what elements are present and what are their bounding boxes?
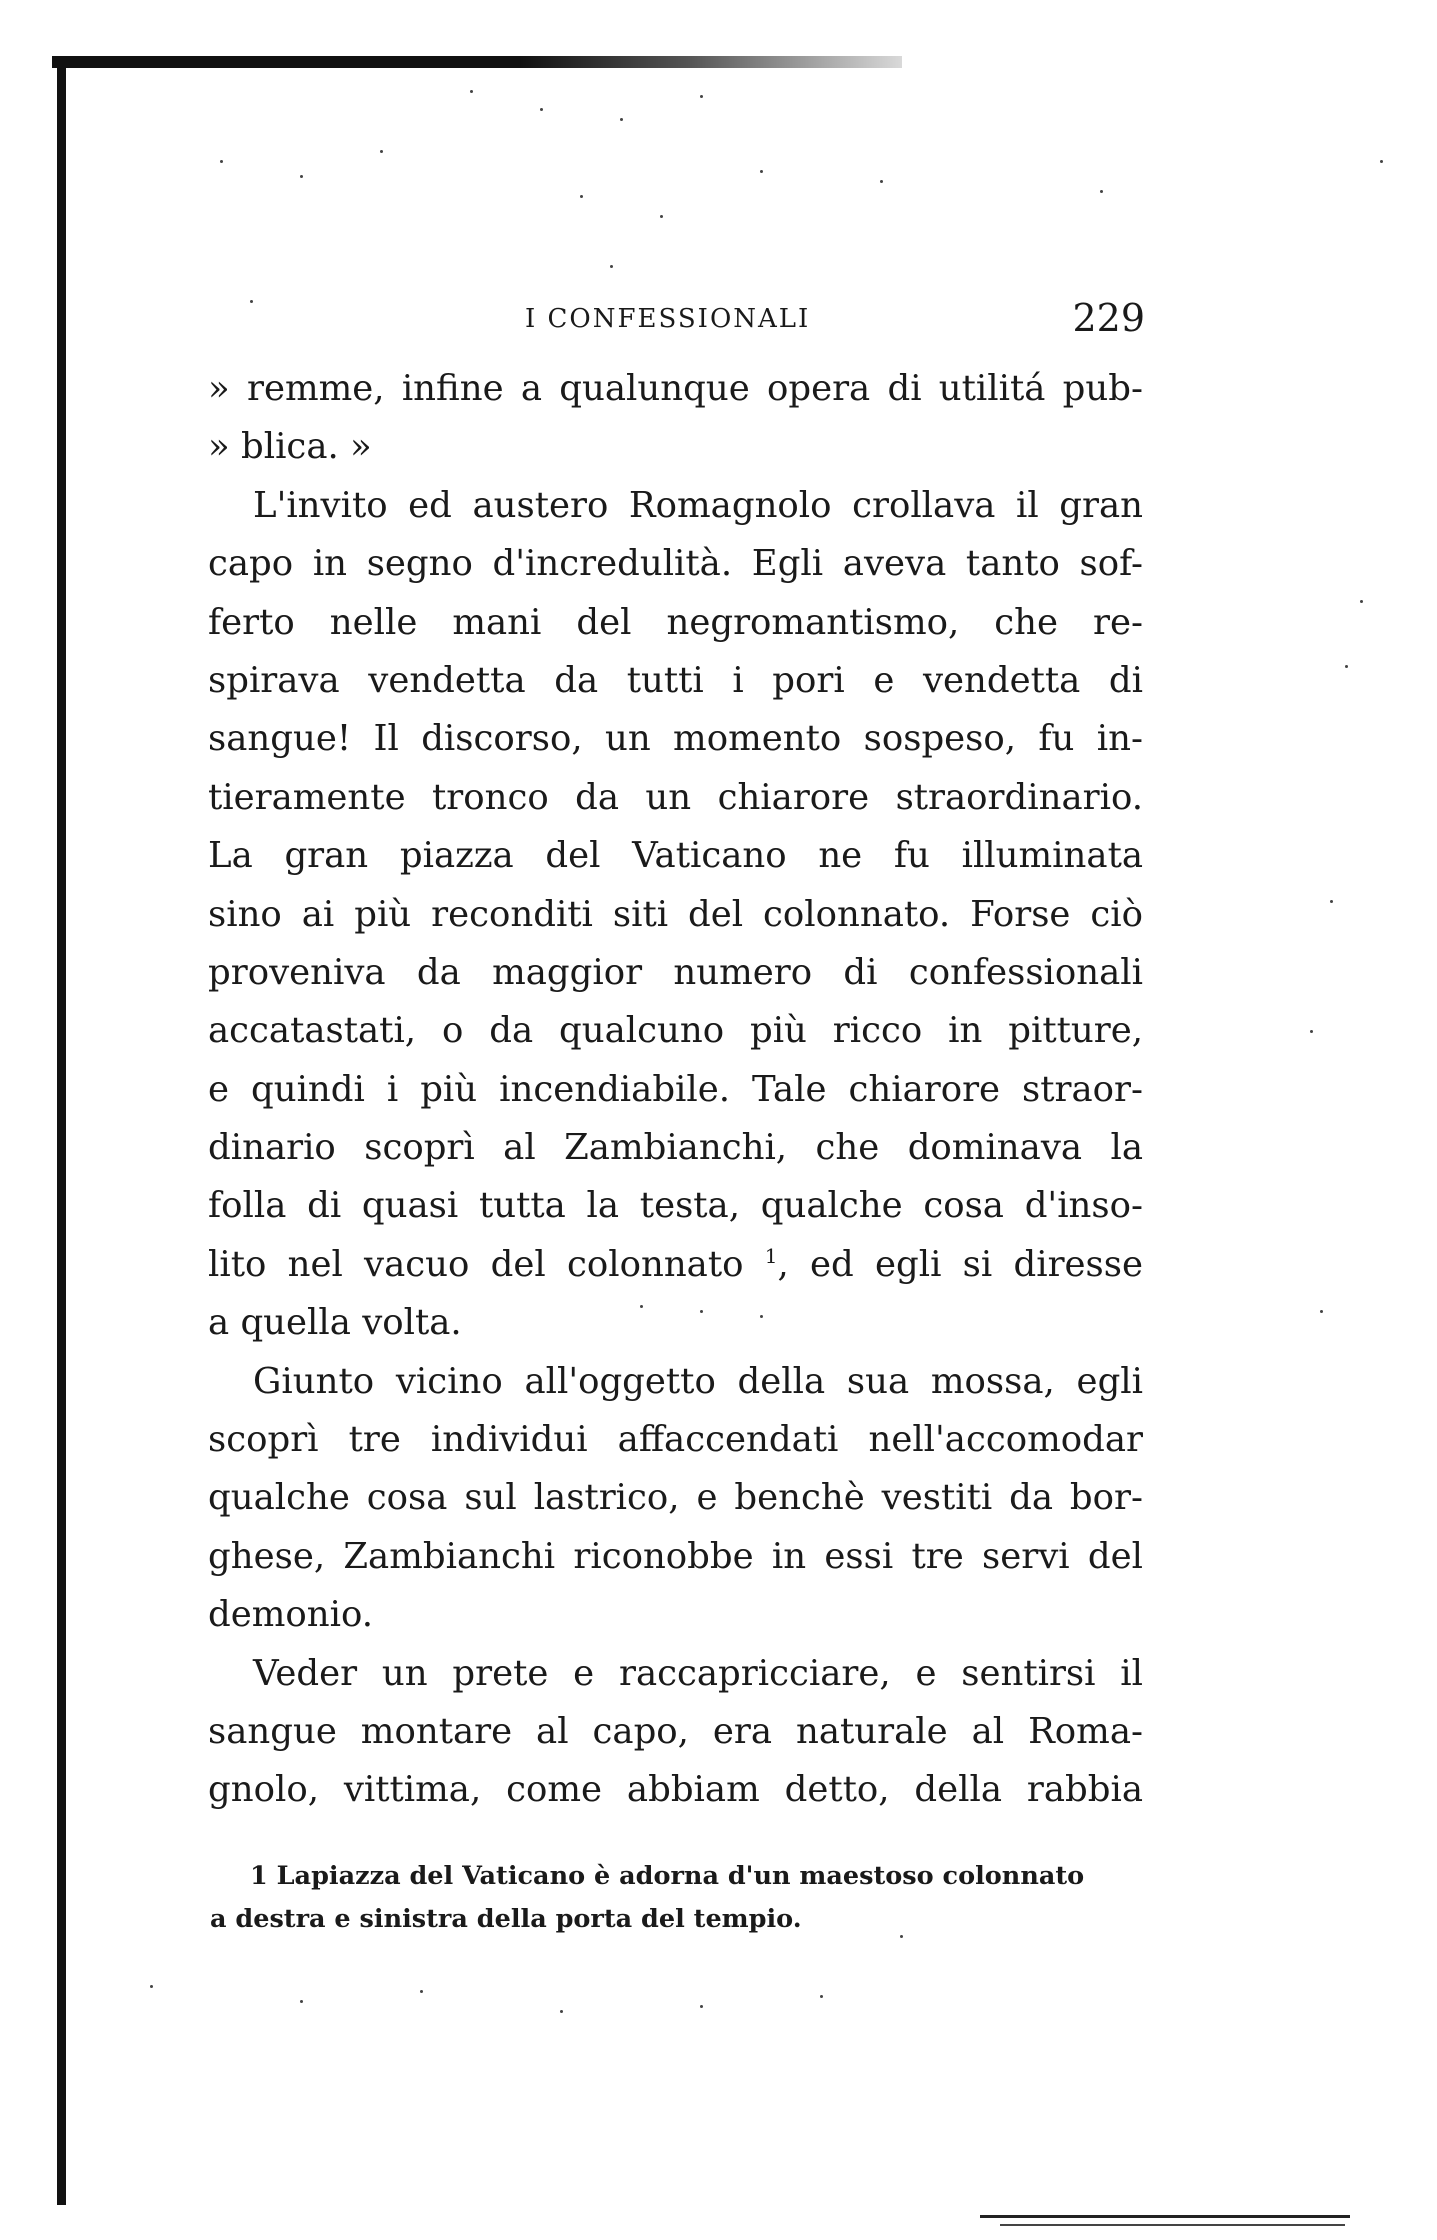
text-fragment: , ed egli si diresse — [777, 1243, 1143, 1285]
scan-speck — [1320, 1310, 1323, 1313]
bottom-frame-rule-secondary — [1000, 2224, 1345, 2226]
text-line: a quella volta. — [208, 1302, 462, 1344]
scan-speck — [1310, 1030, 1313, 1033]
scan-speck — [1380, 160, 1383, 163]
scan-speck — [1100, 190, 1103, 193]
scan-speck — [700, 95, 703, 98]
text-line: spirava vendetta da tutti i pori e vendetta di — [208, 659, 1143, 701]
text-line: Giunto vicino all'oggetto della sua mossa, egli — [253, 1360, 1143, 1402]
text-line: Veder un prete e raccapricciare, e sentirsi il — [253, 1652, 1143, 1694]
text-line: capo in segno d'incredulità. Egli aveva tanto sof- — [208, 543, 1143, 585]
scan-speck — [660, 215, 663, 218]
text-line: ferto nelle mani del negromantismo, che re- — [208, 601, 1143, 643]
scan-speck — [820, 1995, 823, 1998]
scan-speck — [560, 2010, 563, 2013]
page-number: 229 — [1072, 296, 1145, 340]
text-line: scoprì tre individui affaccendati nell'accomodar — [208, 1419, 1143, 1461]
text-line: folla di quasi tutta la testa, qualche cosa d'inso- — [208, 1185, 1143, 1227]
text-line: qualche cosa sul lastrico, e benchè vestiti da bor- — [208, 1477, 1143, 1519]
scan-speck — [220, 160, 223, 163]
text-line: » blica. » — [208, 426, 372, 468]
scan-speck — [760, 170, 763, 173]
scan-speck — [150, 1985, 153, 1988]
scan-speck — [610, 265, 613, 268]
left-frame-rule — [57, 60, 66, 2205]
text-fragment: lito nel vacuo del colonnato — [208, 1243, 744, 1285]
scan-speck — [1360, 600, 1363, 603]
scan-speck — [300, 2000, 303, 2003]
text-line: gnolo, vittima, come abbiam detto, della rabbia — [208, 1769, 1143, 1811]
text-line: e quindi i più incendiabile. Tale chiarore straor- — [208, 1068, 1143, 1110]
text-line: L'invito ed austero Romagnolo crollava il gran — [253, 484, 1143, 526]
scan-speck — [620, 118, 623, 121]
scan-speck — [1330, 900, 1333, 903]
text-line: sangue montare al capo, era naturale al Roma- — [208, 1710, 1143, 1752]
footnote-line: 1 Lapiazza del Vaticano è adorna d'un maestoso colonnato — [250, 1861, 1085, 1891]
scan-speck — [470, 90, 473, 93]
scan-speck — [1345, 665, 1348, 668]
text-line: proveniva da maggior numero di confessionali — [208, 951, 1143, 993]
running-title: I CONFESSIONALI — [525, 304, 811, 334]
scan-speck — [420, 1990, 423, 1993]
page-header — [205, 296, 1145, 346]
body-text — [208, 360, 1143, 1820]
footnote-reference: 1 — [764, 1244, 778, 1269]
scan-speck — [540, 108, 543, 111]
text-line-with-footnote — [208, 1236, 1143, 1294]
bottom-frame-rule — [980, 2215, 1350, 2218]
scan-speck — [700, 2005, 703, 2008]
scan-speck — [580, 195, 583, 198]
text-line: sangue! Il discorso, un momento sospeso, fu in- — [208, 718, 1143, 760]
text-line: ghese, Zambianchi riconobbe in essi tre servi del — [208, 1535, 1143, 1577]
text-line: sino ai più reconditi siti del colonnato. Forse ciò — [208, 893, 1143, 935]
top-frame-rule — [52, 56, 902, 68]
text-line: dinario scoprì al Zambianchi, che dominava la — [208, 1127, 1143, 1169]
text-line: accatastati, o da qualcuno più ricco in pitture, — [208, 1010, 1143, 1052]
scan-speck — [300, 175, 303, 178]
scan-speck — [380, 150, 383, 153]
footnote-line: a destra e sinistra della porta del tempio. — [210, 1904, 802, 1934]
text-line: La gran piazza del Vaticano ne fu illuminata — [208, 835, 1143, 877]
footnotes — [210, 1855, 1145, 1941]
scan-speck — [880, 180, 883, 183]
text-line: tieramente tronco da un chiarore straordinario. — [208, 776, 1143, 818]
text-line: » remme, infine a qualunque opera di utilitá pub- — [208, 368, 1143, 409]
text-line: demonio. — [208, 1594, 374, 1636]
